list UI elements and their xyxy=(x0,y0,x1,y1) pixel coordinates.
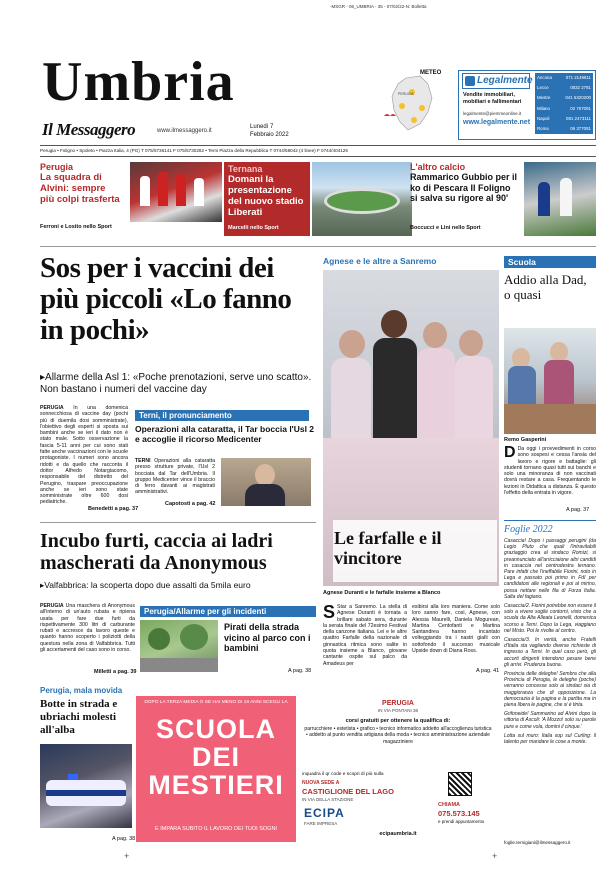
teaser-altro-calcio[interactable] xyxy=(410,162,596,242)
ad-scuola-dei-mestieri[interactable] xyxy=(136,696,296,842)
issue-date-day: Lunedì 7 xyxy=(250,124,274,130)
foglie-entry: Casaccia/2. Fiorini potrebbe non essere il solo a vivere soglie contorni, visto che a scuola da Alta Alleata Leonelli, domenica scorso a Terni. Dopo la Lega, viaggiano nel Misto. Poi le rivolte al centro. xyxy=(504,603,596,634)
ad-call-phone[interactable]: 075.573.145 xyxy=(438,809,480,818)
legalmente-box xyxy=(458,70,596,140)
sanremo-title[interactable]: Le farfalle e il vincitore xyxy=(334,528,442,568)
contact-phone[interactable]: 02 757091 xyxy=(570,105,591,111)
sanremo-body-2: esibirsi alla loro maniera. Come solo loro sanno fare, così, Agnese, con Alessia Maurelli, Daniela Mogurean, Martina Centofanti e Martina Santandrea hanno incantato volteggiando tra i nastri gialli con sottofondo il successo musicale Upside down di Diana Ross. xyxy=(412,604,500,655)
movida-label: Perugia, mala movida xyxy=(40,686,123,695)
ad-brand-sub: FARE IMPRESA xyxy=(304,821,338,826)
sun-icon xyxy=(399,103,405,109)
qr-code-icon[interactable] xyxy=(448,772,472,796)
legalmente-contact-row xyxy=(537,93,591,103)
legalmente-contact-row xyxy=(537,104,591,114)
ad-courses-title: corsi gratuiti per ottenere la qualifica di: xyxy=(345,718,451,724)
terni-box[interactable] xyxy=(135,410,315,510)
teaser-tag: Ternana xyxy=(228,164,263,174)
contact-phone[interactable]: 06 377081 xyxy=(570,126,591,132)
movida-ref: A pag. 38 xyxy=(112,836,136,842)
lead-headline[interactable]: Sos per i vaccini dei più piccoli «Lo fanno in pochi» xyxy=(40,252,292,346)
ad-title-3: MESTIERI xyxy=(148,770,284,800)
lead-body-lead: PERUGIA xyxy=(40,405,64,411)
website-link[interactable]: www.ilmessaggero.it xyxy=(157,128,212,134)
police-car-photo xyxy=(40,744,132,828)
lead-kicker: ▸Allarme della Asl 1: «Poche prenotazioni, serve uno scatto». Non bastano i numeri del vaccine day xyxy=(40,372,312,395)
terni-byline: Capotosti a pag. 42 xyxy=(165,501,216,507)
contact-city: Milano xyxy=(537,105,550,111)
ad-new-sede-pre: inquadra il qr code e scopri di più sulla xyxy=(302,772,384,777)
masthead-title: Umbria xyxy=(42,51,235,113)
legalmente-email[interactable]: legalmente@piemmeonline.it xyxy=(463,111,522,116)
allarme-box[interactable] xyxy=(140,606,316,676)
foglie-title: Foglie 2022 xyxy=(504,524,553,535)
lead-byline[interactable]: Benedetti a pag. 37 xyxy=(88,506,139,512)
legalmente-tagline xyxy=(463,92,521,106)
contact-city: Napoli xyxy=(537,115,550,121)
scuola-body-text: Da oggi i provvedimenti in corso sono sospesi e cessa l'ansia del lavoro e rigore e battaglie: gli studenti tornano quasi tutti sui banchi e solo una minoranza di non vaccinati dovrà restare a casa. Frequentando le lezioni in Didattica a distanza. È questo l'effetto della entrata in vigore. xyxy=(504,446,596,497)
contact-city: Roma xyxy=(537,126,549,132)
terni-body xyxy=(135,458,215,496)
terni-title: Operazioni alla cataratta, il Tar boccia l'Usl 2 e accoglie il ricorso Medicenter xyxy=(135,424,315,444)
scuola-byline: Remo Gasperini xyxy=(504,437,547,443)
ad-right-panel xyxy=(298,696,498,842)
lead-body xyxy=(40,405,128,506)
messaggero-logo: Il Messaggero xyxy=(42,120,136,139)
scuola-body: D Da oggi i provvedimenti in corso sono sospesi e cessa l'ansia del lavoro e rigore e battaglie: gli studenti tornano quasi tutti sui banchi e solo una minoranza di non vaccinati dovrà restare a casa. Frequentando le lezioni in Didattica a distanza. È questo l'effetto della entrata in vigore. xyxy=(504,444,596,497)
ad-call-label: CHIAMA xyxy=(438,802,460,808)
ad-new-sede-sub: IN VIA DELLA STAZIONE xyxy=(302,797,354,802)
football-team-photo xyxy=(130,162,222,222)
foglie-entries xyxy=(504,538,596,745)
stadium-rendering-photo xyxy=(312,162,412,236)
legalmente-contact-row xyxy=(537,73,591,83)
teaser-tag: L'altro calcio xyxy=(410,162,466,172)
foglie-entry: Casaccia! Dopo i passaggi perugini (da Legio Pluto che quali l'intravitabili graziaggio crea al sindaco Romizi, si preannunciato all'arricciaione altri candidi in casaccia nel centrodestra ternano. Pare infatti che l'ineffabile Fiorini, noto in Lega e passato poi primo in FdI per candidatosi alle regionali e poi al mirino, possa nettare nelle fila di Forza Italia. Salta del fagiano. xyxy=(504,538,596,600)
legalmente-brand: Legalmente xyxy=(477,75,533,86)
allarme-label: Perugia/Allarme per gli incidenti xyxy=(140,606,316,617)
ad-url[interactable]: ecipaumbria.it xyxy=(379,831,417,837)
match-photo xyxy=(524,162,596,236)
terni-body-lead: TERNI xyxy=(135,458,151,464)
anonymous-headline[interactable]: Incubo furti, caccia ai ladri mascherati da Anonymous xyxy=(40,530,273,574)
allarme-ref: A pag. 38 xyxy=(288,668,312,674)
sun-icon xyxy=(419,105,425,111)
ad-brand: ECIPA xyxy=(304,806,345,820)
movida-title[interactable]: Botte in strada e ubriachi molesti all'alba xyxy=(40,698,118,736)
temperature-icon xyxy=(384,114,396,116)
foglie-entry: Grifoneide! Sammarino ad Alvini dopo la vittoria di Ascoli: 'A Mozzo! solo su parole pure e come vola, domini il cinque.' xyxy=(504,711,596,730)
weather-label: METEO xyxy=(420,70,442,76)
contact-phone[interactable]: 071 2149811 xyxy=(565,75,591,80)
teaser-byline: Ferroni e Losito nello Sport xyxy=(40,224,112,230)
terni-label: Terni, il pronunciamento xyxy=(135,410,309,421)
contact-city: Ancona xyxy=(537,75,552,80)
contact-city: Lecce xyxy=(537,85,549,91)
ad-courses: parrucchiere • estetista • grafico • tecnico informatico addetto all'accoglienza turistica • addetto al punto vendita artigiana della moda • tecnico amministrazione aziendale magazziniere xyxy=(304,726,492,745)
print-code-line: -MSGR - 06_UMBRIA - 35 - 07/02/22-N: Bolletta xyxy=(330,4,427,9)
teaser-tag: Perugia xyxy=(40,162,74,172)
anonymous-kicker: ▸Valfabbrica: la scoperta dopo due assalti da 5mila euro xyxy=(40,580,251,590)
address-line: Perugia • Foligno • Spoleto • Piazza Italia, 4 (PG) T 075/5736141 F 075/5730282 • Terni Piazza della Repubblica T 0744/58042 (4 linee) F 0744/404126 xyxy=(40,148,348,153)
teaser-title: Rammarico Gubbio per il ko di Pescara Il Foligno si salva su rigore al 90' xyxy=(410,172,518,203)
ad-top-text: DOPO LA TERZA MEDIA O SE HAI MENO DI 18 ANNI SCEGLI LA xyxy=(144,700,288,705)
terni-body-text: Operazioni alla cataratta presso strutture private, l'Usl 2 bocciata dal Tar dell'Umbria. Il gruppo Medicenter vince il braccio di ferro davanti ai magistrati amministrativi. xyxy=(135,458,215,496)
contact-phone[interactable]: 081 2473111 xyxy=(566,115,591,121)
legalmente-contacts xyxy=(535,73,593,134)
teaser-ternana[interactable] xyxy=(224,162,414,242)
scuola-ref: A pag. 37 xyxy=(566,507,590,513)
sanremo-ref: A pag. 41 xyxy=(476,668,500,674)
ad-bottom-text: E IMPARA SUBITO IL LAVORO DEI TUOI SOGNI xyxy=(155,826,277,832)
crop-mark-left: + xyxy=(124,851,130,861)
foglie-entry: Casaccia/3. In verità, anche Fratelli d'Italia sta vagliando diverse richieste di ingresso a Terni. In quel caso però, gli accorti dirigenti intendono pesare bene gli arrivi. Prudenza buona. xyxy=(504,637,596,668)
scuola-label: Scuola xyxy=(504,256,596,268)
legalmente-tagline-1: Vendite immobiliari, xyxy=(463,92,515,98)
issue-date-month: Febbraio 2022 xyxy=(250,132,289,138)
ad-new-sede-label: NUOVA SEDE A xyxy=(302,780,340,786)
classroom-photo xyxy=(504,328,596,434)
foglie-entry: Lotta sul muro: Italia sop sul Curling: il talento per mandare le cose a monte. xyxy=(504,732,596,746)
legalmente-logo-icon xyxy=(465,76,475,86)
issue-date xyxy=(250,123,289,139)
sanremo-caption: Agnese Duranti e le farfalle insieme a Blanco xyxy=(323,590,441,596)
ad-right-city: PERUGIA xyxy=(382,700,414,707)
anonymous-body-lead: PERUGIA xyxy=(40,603,64,609)
foglie-column xyxy=(504,520,596,850)
legalmente-contact-row xyxy=(537,124,591,134)
legalmente-logo xyxy=(462,73,533,89)
lead-body-text: In una domenica sonnecchiosa di vaccine day (pochi più di duemila dosi somministrate), l'obiettivo degli esperti si sposta sui bambini anche se ieri il dato non è stato male. Sotto osservazione la fascia 5-11 anni per cui sono stati fatte anche vaccinazioni con le scuole protagoniste. I numeri sono ancora ridotti e da quello che racconta il dottor Alfredo Notargiacomo, responsabile del distretto del Perugino, traspare preoccupazione anche se ieri sono state somministrate oltre 600 dosi pediatriche. xyxy=(40,405,128,506)
portrait-photo xyxy=(221,458,311,506)
teaser-perugia[interactable] xyxy=(40,162,204,242)
scuola-title[interactable]: Addio alla Dad, o quasi xyxy=(504,272,587,302)
ad-title-1: SCUOLA xyxy=(156,714,276,744)
anonymous-body-text: Una maschera di Anonymous all'interno di un'auto rubata e ripiena usata per fare due furti da rispettivamente 300 litri di carburante rubati e accresce da lavoro queste e quanto hanno scoperto i poliziotti della questura nella zona di Valfabbrica. Tutti gli accertamenti del caso sono in corso. xyxy=(40,603,135,654)
foglie-entry: Provincia delle deleghe! Sembra che alla Provincia di Perugia, le deleghe (poche) verranno concesse solo ai sindaci sia di maggioranza che di opposizione. La democrazia è la pagina e la partita ma in piena libera le pagine, che si è tinta. xyxy=(504,671,596,709)
legalmente-contact-row xyxy=(537,83,591,93)
ad-call-sub: e prendi appuntamento xyxy=(438,819,485,824)
anonymous-byline[interactable]: Milletti a pag. 39 xyxy=(94,669,137,675)
teaser-byline: Boccucci e Lini nello Sport xyxy=(410,225,481,231)
teaser-title: La squadra di Alvini: sempre più colpi trasferta xyxy=(40,172,120,205)
sanremo-body-1: S Star a Sanremo. La stella di Agnese Duranti è tornata a brillare sabato sera, durante la serata finale del 72esimo Festival della canzone italiana. Lei e le altre quattro Farfalle della nazionale di ginnastica ritmica sono salite in quota insieme a Blanco, giovane cantante ospite sul palco da Amadeus per xyxy=(323,602,407,667)
sanremo-body-1-text: Star a Sanremo. La stella di Agnese Duranti è tornata a brillare sabato sera, durante la serata finale del 72esimo Festival della canzone italiana. Lei e le altre quattro Farfalle della nazionale di ginnastica ritmica sono salite in quota insieme a Blanco, giovane cantante ospite sul palco da Amadeus per xyxy=(323,604,407,667)
weather-map-label: PERUGIA xyxy=(398,92,414,96)
weather-map-icon xyxy=(378,72,448,134)
ad-right-sub: IN VIA PONTANI 36 xyxy=(378,708,418,713)
contact-phone[interactable]: 041 5320200 xyxy=(565,95,591,101)
crop-mark-right: + xyxy=(492,851,498,861)
teaser-byline: Marcelli nello Sport xyxy=(228,225,279,231)
anonymous-body xyxy=(40,603,135,653)
legalmente-contact-row xyxy=(537,114,591,124)
legalmente-tagline-2: mobiliari e fallimentari xyxy=(463,99,522,105)
ad-title-2: DEI xyxy=(191,742,240,772)
foglie-email[interactable]: foglie.ternigiani@ilmessaggero.it xyxy=(504,840,571,845)
park-photo xyxy=(140,620,218,672)
sun-icon xyxy=(411,117,417,123)
teaser-title: Domani la presentazione del nuovo stadio Liberati xyxy=(228,174,304,218)
sanremo-label: Agnese e le altre a Sanremo xyxy=(323,256,437,266)
legalmente-url[interactable]: www.legalmente.net xyxy=(463,119,531,126)
contact-phone[interactable]: 0832 2781 xyxy=(570,85,591,91)
allarme-title: Pirati della strada vicino al parco con i bambini xyxy=(224,622,311,653)
contact-city: Mestre xyxy=(537,95,551,101)
ad-new-sede-city: CASTIGLIONE DEL LAGO xyxy=(302,787,394,796)
